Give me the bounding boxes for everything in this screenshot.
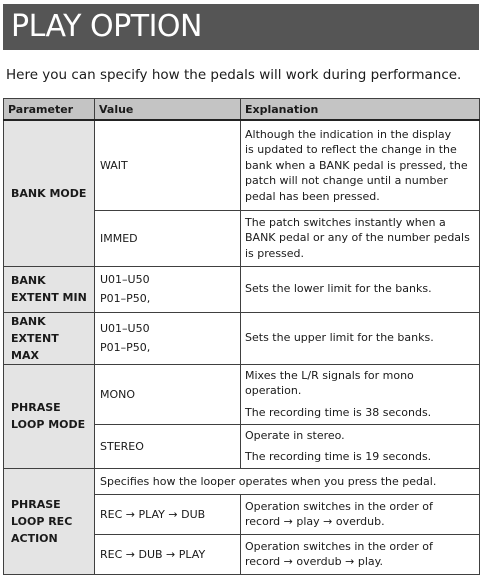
- param-bank-extent-min: [4, 266, 95, 312]
- value-rec-play-dub: REC → PLAY → DUB: [95, 494, 241, 534]
- param-label: LOOP MODE: [11, 418, 86, 431]
- explanation-line: BANK pedal or any of the number pedals: [245, 231, 470, 245]
- value-line: P01–P50,: [100, 341, 151, 354]
- table-row: [4, 312, 480, 364]
- param-label: BANK MODE: [11, 186, 87, 200]
- explanation-stereo: [241, 424, 480, 468]
- explanation-line: patch will not change until a number: [245, 174, 448, 187]
- table-row: [4, 266, 480, 312]
- param-label: EXTENT MAX: [11, 331, 59, 362]
- explanation-line: Operation switches in the order of: [245, 539, 433, 553]
- value-mono: MONO: [95, 364, 241, 424]
- explanation-line: record → overdub → play.: [245, 555, 384, 568]
- param-label: BANK: [11, 274, 46, 287]
- table-row: [4, 120, 480, 210]
- param-label: PHRASE: [11, 401, 61, 414]
- header-row: [4, 99, 480, 121]
- explanation-immed: [241, 210, 480, 266]
- value-line: P01–P50,: [100, 292, 151, 305]
- section-title-banner: [3, 4, 479, 50]
- explanation-mono: [241, 364, 480, 424]
- play-option-table: [3, 98, 480, 575]
- section-title: PLAY OPTION: [11, 9, 202, 44]
- value-line: U01–U50: [100, 322, 150, 335]
- value-immed: IMMED: [95, 210, 241, 266]
- explanation-line: is updated to reflect the change in the: [245, 143, 457, 156]
- explanation-line: Although the indication in the display: [245, 127, 452, 141]
- explanation-line: Mixes the L/R signals for mono: [245, 368, 414, 382]
- param-bank-extent-max: [4, 312, 95, 364]
- explanation-line: operation.: [245, 384, 302, 398]
- explanation-line: is pressed.: [245, 246, 305, 260]
- table-row: [4, 468, 480, 494]
- explanation-wait: [241, 120, 480, 210]
- header-explanation: Explanation: [241, 99, 480, 121]
- explanation-line: Operation switches in the order of: [245, 499, 433, 513]
- explanation-rec-dub-play: [241, 534, 480, 574]
- value-rec-dub-play: REC → DUB → PLAY: [95, 534, 241, 574]
- param-label: PHRASE: [11, 497, 61, 511]
- value-wait: WAIT: [95, 120, 241, 210]
- value-stereo: STEREO: [95, 424, 241, 468]
- param-label: EXTENT MIN: [11, 291, 87, 304]
- header-value: Value: [95, 99, 241, 121]
- explanation-bank-extent-max: Sets the upper limit for the banks.: [241, 312, 480, 364]
- explanation-note: The recording time is 38 seconds.: [245, 405, 432, 419]
- explanation-line: bank when a BANK pedal is pressed, the: [245, 158, 468, 172]
- param-phrase-loop-rec-action: [4, 468, 95, 574]
- explanation-line: pedal has been pressed.: [245, 189, 380, 203]
- param-phrase-loop-mode: [4, 364, 95, 468]
- value-line: U01–U50: [100, 273, 150, 286]
- param-label: ACTION: [11, 531, 58, 545]
- param-label: BANK: [11, 314, 46, 328]
- value-bank-extent-max: [95, 312, 241, 364]
- explanation-line: Operate in stereo.: [245, 428, 345, 442]
- intro-text: Here you can specify how the pedals will work during performance.: [6, 67, 462, 83]
- param-label: LOOP REC: [11, 514, 73, 528]
- table-row: [4, 364, 480, 424]
- explanation-rec-play-dub: [241, 494, 480, 534]
- header-parameter: Parameter: [4, 99, 95, 121]
- rec-action-description: Specifies how the looper operates when you press the pedal.: [95, 468, 480, 494]
- explanation-line: The patch switches instantly when a: [245, 215, 446, 229]
- param-bank-mode: [4, 120, 95, 266]
- explanation-note: The recording time is 19 seconds.: [245, 450, 432, 463]
- explanation-bank-extent-min: Sets the lower limit for the banks.: [241, 266, 480, 312]
- explanation-line: record → play → overdub.: [245, 515, 385, 528]
- value-bank-extent-min: [95, 266, 241, 312]
